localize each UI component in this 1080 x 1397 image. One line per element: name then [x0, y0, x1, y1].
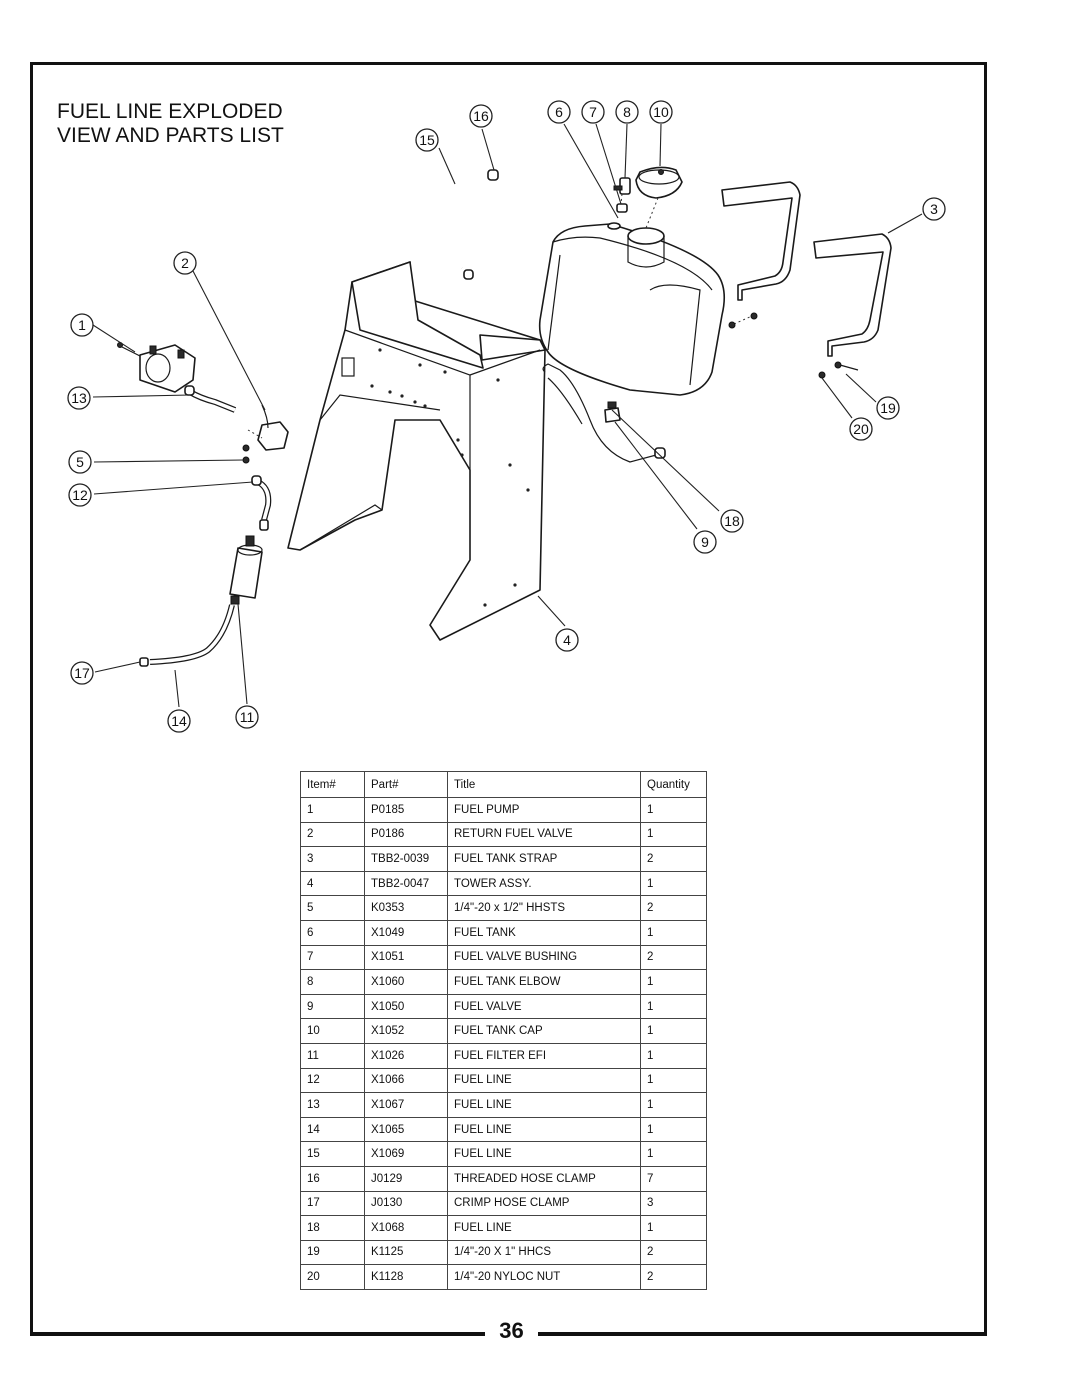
cell-item: 3: [301, 847, 365, 872]
cell-item: 17: [301, 1191, 365, 1216]
cell-item: 2: [301, 822, 365, 847]
cell-item: 18: [301, 1216, 365, 1241]
cell-item: 19: [301, 1240, 365, 1265]
cell-title: FUEL VALVE BUSHING: [448, 945, 641, 970]
callout-8: [616, 101, 638, 123]
cell-title: FUEL LINE: [448, 1117, 641, 1142]
svg-text:10: 10: [653, 104, 669, 120]
cell-quantity: 1: [641, 1216, 707, 1241]
cell-item: 10: [301, 1019, 365, 1044]
callout-17: [71, 662, 93, 684]
callout-10: [650, 101, 672, 123]
table-row: [301, 1240, 707, 1265]
cell-item: 15: [301, 1142, 365, 1167]
svg-text:5: 5: [76, 454, 84, 470]
cell-quantity: 1: [641, 871, 707, 896]
cell-part: X1065: [365, 1117, 448, 1142]
cell-part: X1051: [365, 945, 448, 970]
callout-19: [877, 397, 899, 419]
cell-item: 13: [301, 1093, 365, 1118]
table-row: [301, 1216, 707, 1241]
cell-quantity: 2: [641, 945, 707, 970]
cell-quantity: 2: [641, 1265, 707, 1290]
page-title-line-2: VIEW AND PARTS LIST: [57, 124, 284, 147]
svg-text:13: 13: [71, 390, 87, 406]
cell-title: 1/4"-20 x 1/2" HHSTS: [448, 896, 641, 921]
callout-7: [582, 101, 604, 123]
cell-part: P0185: [365, 798, 448, 823]
svg-text:19: 19: [880, 400, 896, 416]
footer-rule-right: [538, 1332, 987, 1336]
table-row: [301, 871, 707, 896]
cell-quantity: 2: [641, 896, 707, 921]
cell-part: X1066: [365, 1068, 448, 1093]
cell-title: FUEL TANK: [448, 920, 641, 945]
callout-11: [236, 706, 258, 728]
cell-item: 1: [301, 798, 365, 823]
return-fuel-valve: [248, 405, 288, 450]
fuel-tank-elbow: [614, 178, 630, 212]
fuel-tank-strap-upper: [722, 182, 800, 300]
fuel-tank: [540, 223, 725, 395]
cell-title: 1/4"-20 NYLOC NUT: [448, 1265, 641, 1290]
header-item: Item#: [301, 772, 365, 798]
cell-title: FUEL PUMP: [448, 798, 641, 823]
cell-title: FUEL TANK ELBOW: [448, 970, 641, 995]
svg-text:8: 8: [623, 104, 631, 120]
cell-title: THREADED HOSE CLAMP: [448, 1166, 641, 1191]
cell-quantity: 1: [641, 1093, 707, 1118]
table-row: [301, 798, 707, 823]
cell-title: FUEL LINE: [448, 1068, 641, 1093]
table-row: [301, 847, 707, 872]
table-row: [301, 1093, 707, 1118]
cell-part: J0129: [365, 1166, 448, 1191]
table-row: [301, 1019, 707, 1044]
fuel-pump: [118, 343, 196, 393]
cell-title: 1/4"-20 X 1" HHCS: [448, 1240, 641, 1265]
cell-quantity: 1: [641, 822, 707, 847]
cell-title: FUEL LINE: [448, 1093, 641, 1118]
cell-item: 5: [301, 896, 365, 921]
table-row: [301, 1166, 707, 1191]
fuel-line-12: [252, 476, 268, 530]
cell-part: X1060: [365, 970, 448, 995]
cell-item: 12: [301, 1068, 365, 1093]
svg-text:2: 2: [181, 255, 189, 271]
svg-text:3: 3: [930, 201, 938, 217]
cell-item: 7: [301, 945, 365, 970]
cell-quantity: 3: [641, 1191, 707, 1216]
svg-text:1: 1: [78, 317, 86, 333]
cell-quantity: 1: [641, 1043, 707, 1068]
parts-table-body: [301, 798, 707, 1290]
cell-part: X1069: [365, 1142, 448, 1167]
cell-title: FUEL TANK STRAP: [448, 847, 641, 872]
cell-item: 11: [301, 1043, 365, 1068]
cell-quantity: 1: [641, 798, 707, 823]
table-row: [301, 1265, 707, 1290]
svg-text:18: 18: [724, 513, 740, 529]
callout-12: [69, 484, 91, 506]
callout-20: [850, 418, 872, 440]
cell-part: J0130: [365, 1191, 448, 1216]
svg-text:20: 20: [853, 421, 869, 437]
header-quantity: Quantity: [641, 772, 707, 798]
cell-quantity: 1: [641, 1068, 707, 1093]
cell-part: X1052: [365, 1019, 448, 1044]
cell-part: X1068: [365, 1216, 448, 1241]
fuel-tank-cap: [636, 167, 682, 228]
cell-item: 14: [301, 1117, 365, 1142]
table-row: [301, 822, 707, 847]
cell-part: X1050: [365, 994, 448, 1019]
table-row: [301, 1068, 707, 1093]
header-title: Title: [448, 772, 641, 798]
table-row: [301, 945, 707, 970]
cell-part: TBB2-0047: [365, 871, 448, 896]
svg-text:17: 17: [74, 665, 90, 681]
cell-part: K0353: [365, 896, 448, 921]
cell-item: 6: [301, 920, 365, 945]
fuel-line-15: [410, 170, 498, 279]
fuel-filter: [230, 536, 262, 604]
cell-quantity: 1: [641, 970, 707, 995]
callout-3: [923, 198, 945, 220]
cell-title: FUEL TANK CAP: [448, 1019, 641, 1044]
svg-text:14: 14: [171, 713, 187, 729]
cell-item: 20: [301, 1265, 365, 1290]
callout-2: [174, 252, 196, 274]
table-row: [301, 1043, 707, 1068]
table-row: [301, 920, 707, 945]
cell-title: FUEL LINE: [448, 1216, 641, 1241]
svg-text:16: 16: [473, 108, 489, 124]
cell-part: X1067: [365, 1093, 448, 1118]
table-row: [301, 994, 707, 1019]
fuel-line-14: [140, 605, 232, 666]
cell-part: X1049: [365, 920, 448, 945]
table-row: [301, 1142, 707, 1167]
fuel-valve: [605, 402, 620, 422]
cell-quantity: 1: [641, 1117, 707, 1142]
svg-text:7: 7: [589, 104, 597, 120]
cell-quantity: 1: [641, 920, 707, 945]
cell-title: FUEL FILTER EFI: [448, 1043, 641, 1068]
svg-text:11: 11: [239, 709, 255, 725]
table-row: [301, 1117, 707, 1142]
cell-title: RETURN FUEL VALVE: [448, 822, 641, 847]
cell-title: FUEL VALVE: [448, 994, 641, 1019]
cell-part: TBB2-0039: [365, 847, 448, 872]
cell-quantity: 2: [641, 1240, 707, 1265]
callout-14: [168, 710, 190, 732]
table-row: [301, 896, 707, 921]
svg-text:15: 15: [419, 132, 435, 148]
cell-part: X1026: [365, 1043, 448, 1068]
table-row: [301, 1191, 707, 1216]
cell-item: 4: [301, 871, 365, 896]
cell-quantity: 1: [641, 1142, 707, 1167]
bolts-5: [243, 445, 249, 463]
cell-title: TOWER ASSY.: [448, 871, 641, 896]
parts-list-table: [300, 771, 707, 1290]
cell-item: 9: [301, 994, 365, 1019]
callout-4: [556, 629, 578, 651]
callout-15: [416, 129, 438, 151]
cell-title: CRIMP HOSE CLAMP: [448, 1191, 641, 1216]
cell-title: FUEL LINE: [448, 1142, 641, 1167]
table-header-row: [301, 772, 707, 798]
cell-quantity: 2: [641, 847, 707, 872]
svg-text:6: 6: [555, 104, 563, 120]
svg-text:12: 12: [72, 487, 88, 503]
cell-item: 8: [301, 970, 365, 995]
callout-9: [694, 531, 716, 553]
cell-item: 16: [301, 1166, 365, 1191]
page-title-line-1: FUEL LINE EXPLODED: [57, 100, 283, 123]
cell-quantity: 1: [641, 1019, 707, 1044]
fuel-tank-strap-lower: [814, 234, 891, 356]
callout-6: [548, 101, 570, 123]
callout-16: [470, 105, 492, 127]
svg-text:4: 4: [563, 632, 571, 648]
page-number: 36: [499, 1318, 524, 1343]
cell-part: K1125: [365, 1240, 448, 1265]
footer-rule-left: [30, 1332, 485, 1336]
callout-5: [69, 451, 91, 473]
cell-quantity: 1: [641, 994, 707, 1019]
cell-part: K1128: [365, 1265, 448, 1290]
header-part: Part#: [365, 772, 448, 798]
svg-text:9: 9: [701, 534, 709, 550]
cell-part: P0186: [365, 822, 448, 847]
cell-quantity: 7: [641, 1166, 707, 1191]
callout-18: [721, 510, 743, 532]
callout-1: [71, 314, 93, 336]
table-row: [301, 970, 707, 995]
callout-13: [68, 387, 90, 409]
fuel-line-13: [185, 386, 235, 410]
tower-assembly: [288, 262, 545, 640]
